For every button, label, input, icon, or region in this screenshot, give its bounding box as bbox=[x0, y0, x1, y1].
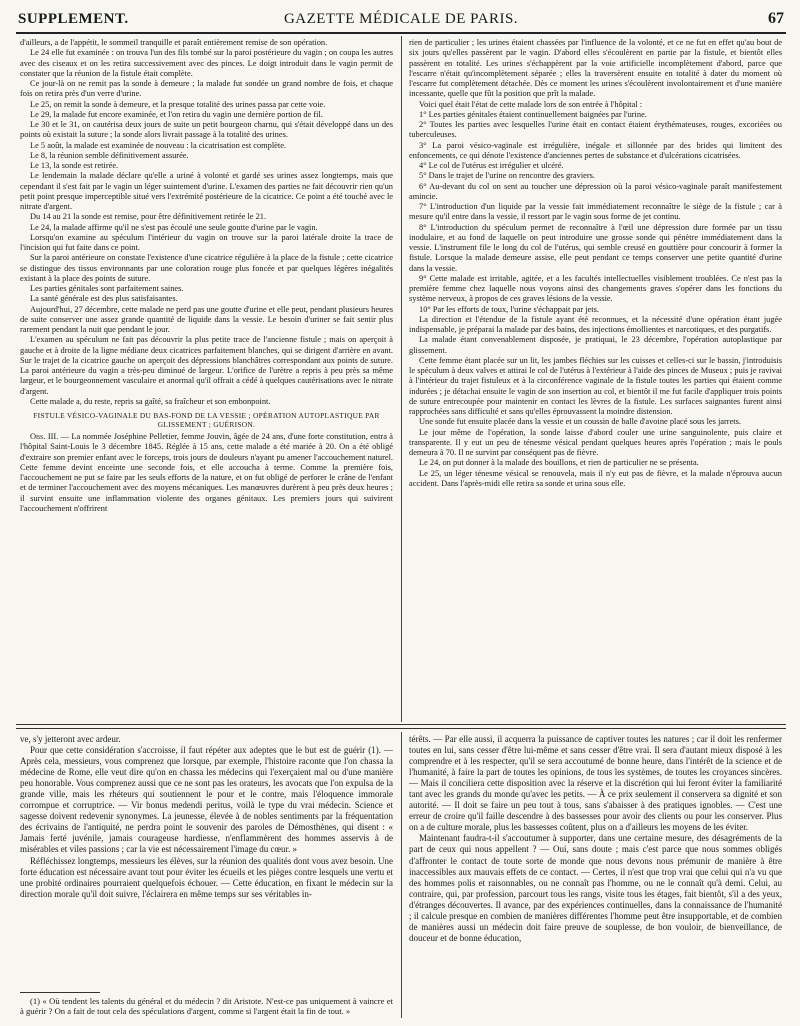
column-bottom-right bbox=[409, 734, 782, 1016]
paragraph: Le 29, la malade fut encore examinée, et l'on retira du vagin une dernière portion de fil. bbox=[30, 109, 323, 119]
paragraph: Réfléchissez longtemps, messieurs les élèves, sur la réunion des qualités dont vous avez besoin. Une forte éducation est nécessaire avant tout pour éviter les écueils et les pièges contre lesquels une vertu et une probité ordinaires pourraient quelquefois échouer. — Cette éducation, en fixant le médecin sur la direction morale qu'il doit suivre, l'éclairera en même temps sur ses véritables in- bbox=[20, 855, 393, 899]
paragraph: Le 13, la sonde est retirée. bbox=[30, 161, 119, 170]
footnote-rule bbox=[20, 992, 100, 993]
observation-paragraph bbox=[20, 432, 393, 514]
list-item: 10° Par les efforts de toux, l'urine s'échappait par jets. bbox=[419, 304, 599, 314]
paragraph: Cette femme étant placée sur un lit, les jambes fléchies sur les cuisses et celles-ci sur le bassin, j'introduisis le spéculum à deux valves et attirai le col de l'utérus à l'extérieur à l'aide des pinces de Museux ; puis je ravivai à l'intérieur du trajet fistuleux et à la circonférence vaginale de la fistule toutes les parties qui étaient comme indurées ; je détachai ensuite le vagin de son insertion au col, et bientôt il me fut facile d'appliquer trois points de suture entrecoupée pour maintenir en contact les lèvres de la fistule. Les surfaces saignantes furent ainsi rapprochées sans difficulté et sans qu'elles éprouvassent la moindre distension. bbox=[409, 355, 782, 416]
column-top-right bbox=[409, 38, 782, 720]
paragraph: La direction et l'étendue de la fistule ayant été reconnues, et la nécessité d'une opération étant jugée indispensable, je préparai la malade par des bains, des injections émollientes et narcotiques, et des purgatifs. bbox=[409, 314, 782, 334]
paragraph: Voici quel était l'état de cette malade lors de son entrée à l'hôpital : bbox=[419, 99, 643, 109]
list-item: 9° Cette malade est irritable, agitée, et a les facultés intellectuelles visiblement troublées. Ce n'est pas la première femme chez laquelle nous voyons ainsi des changements graves s'opérer dans les fonctions du système nerveux, à propos de ces graves lésions de la vessie. bbox=[409, 273, 782, 304]
paragraph: La santé générale est des plus satisfaisantes. bbox=[30, 294, 178, 304]
footnote-text: (1) « Où tendent les talents du général et du médecin ? dit Aristote. N'est-ce pas uniquement à vaincre et à guérir ? On a fait de tout cela des spéculations d'argent, comme si l'argent était la fin de tout. » bbox=[20, 996, 393, 1016]
paragraph: d'ailleurs, a de l'appétit, le sommeil tranquille et paraît entièrement remise de son opération. bbox=[20, 38, 328, 47]
paragraph: ve, s'y jetteront avec ardeur. bbox=[20, 734, 121, 744]
feuilleton-rule bbox=[16, 728, 786, 729]
column-bottom-left bbox=[20, 734, 393, 989]
paragraph: Le 30 et le 31, on cautérisa deux jours de suite un petit bourgeon charnu, qui s'était développé dans un des points où existait la suture ; la sonde alors livrait passage à la totalité des urines. bbox=[20, 120, 393, 140]
paragraph: térêts. — Par elle aussi, il acquerra la puissance de captiver toutes les natures ; car il doit les renfermer toutes en lui, sans cesser d'être lui-même et sans cesser d'être vrai. Il sera d'autant mieux disposé à les comprendre et à les respecter, qu'il se sera accoutumé de bonne heure, dans l'intérêt de la science et de l'humanité, à faire la part de toutes les opinions, de tous les systèmes, de toutes les croyances sincères. — Mais il conciliera cette disposition avec la réserve et la discrétion qui lui feront éviter la familiarité tant avec les grands du monde qu'avec les petits. — À ce prix seulement il conservera sa dignité et son autorité. — Il doit se faire un peu tout à tous, sans s'abaisser à des pratiques ignobles. — C'est une erreur de croire qu'il faille descendre à des bassesses pour avoir des clients ou pour les conserver. Plus on a de culture morale, plus les bassesses coûtent, plus on a d'ailleurs les moyens de les éviter. bbox=[409, 734, 782, 833]
list-item: 5° Dans le trajet de l'urine on rencontre des graviers. bbox=[419, 171, 596, 181]
paragraph: Du 14 au 21 la sonde est remise, pour être définitivement retirée le 21. bbox=[30, 212, 267, 222]
page-number: 67 bbox=[768, 10, 784, 27]
list-item: 2° Toutes les parties avec lesquelles l'urine était en contact étaient érythémateuses, rouges, excoriées ou tuberculeuses. bbox=[409, 120, 782, 140]
paragraph: Le 24 elle fut examinée : on trouva l'un des fils tombé sur la paroi postérieure du vagin ; on coupa les autres avec des ciseaux et on les retira successivement avec des pinces. Le doigt introduit dans le vagin permit de constater que la réunion de la fistule était complète. bbox=[20, 48, 393, 78]
list-item: 3° La paroi vésico-vaginale est irrégulière, inégale et sillonnée par des brides qui limitent des enfoncements, ce qui dénote l'existence d'anciennes pertes de substance et d'ulcérations cicatrisées. bbox=[409, 140, 782, 160]
observation-label: Obs. III. bbox=[30, 432, 59, 441]
page-header bbox=[16, 10, 786, 34]
paragraph: Une sonde fut ensuite placée dans la vessie et un coussin de balle d'avoine placé sous les jarrets. bbox=[419, 417, 741, 427]
paragraph: Les parties génitales sont parfaitement saines. bbox=[30, 284, 184, 293]
paragraph: Sur la paroi antérieure on constate l'existence d'une cicatrice régulière à la place de la fistule ; cette cicatrice se distingue des tissus environnants par une coloration rouge plus foncée et par quelques légères inégalités existant à la place des points de suture. bbox=[20, 253, 393, 283]
paragraph: L'examen au spéculum ne fait pas découvrir la plus petite trace de l'ancienne fistule ; mais on aperçoit à gauche et à droite de la ligne médiane deux cicatrices parfaitement blanches, qui se dirigent d'arrière en avant. Sur le trajet de la cicatrice gauche on aperçoit des dépressions blanchâtres correspondant aux points de suture. La paroi antérieure du vagin a très-peu diminué de largeur. L'orifice de l'urètre a repris à peu près sa même largeur, et le bourgeonnement vasculaire et anormal qu'il offrait a cédé à quelques cautérisations avec le nitrate d'argent. bbox=[20, 335, 393, 396]
paragraph: Aujourd'hui, 27 décembre, cette malade ne perd pas une goutte d'urine et elle peut, pendant plusieurs heures de suite conserver une assez grande quantité de liquide dans la vessie. Le besoin d'uriner se fait sentir plus rarement pendant la nuit que pendant le jour. bbox=[20, 304, 393, 334]
paragraph: Ce jour-là on ne remit pas la sonde à demeure ; la malade fut sondée un grand nombre de fois, et chaque fois on retira près d'un verre d'urine. bbox=[20, 79, 393, 99]
feuilleton-rule bbox=[16, 724, 786, 725]
paragraph: La malade étant convenablement disposée, je pratiquai, le 23 décembre, l'opération autoplastique par glissement. bbox=[409, 335, 782, 355]
paragraph: Le jour même de l'opération, la sonde laisse d'abord couler une urine sanguinolente, puis claire et transparente. Il y eut un peu de ténesme vésical pendant quelques heures après l'opération ; mais le pouls demeura à 70. Il ne survint par conséquent pas de fièvre. bbox=[409, 427, 782, 457]
paragraph: Le 25, un léger ténesme vésical se renouvela, mais il n'y eut pas de fièvre, et la malade n'éprouva aucun accident. Dans l'après-midi elle retira sa sonde et urina sous elle. bbox=[409, 468, 782, 488]
list-item: 7° L'introduction d'un liquide par la vessie fait immédiatement reconnaître le siège de la fistule ; car à mesure qu'il entre dans la vessie, il ressort par le vagin sous forme de jet continu. bbox=[409, 202, 782, 222]
list-item: 6° Au-devant du col on sent au toucher une dépression où la paroi vésico-vaginale paraît manifestement amincie. bbox=[409, 181, 782, 201]
column-divider bbox=[401, 732, 402, 1018]
paragraph: Maintenant faudra-t-il s'accoutumer à supporter, dans une certaine mesure, des désagréments de la part de ceux qui nous appellent ? — Oui, sans doute ; mais c'est parce que nous sommes obligés d'affronter le contact de toute sorte de monde que nous devons nous prémunir de manière à être inaccessibles aux mauvais effets de ce contact. — Certes, il n'est que trop vrai que celui qui n'a vu que des hommes polis et raisonnables, ou ne connaît pas l'homme, ou ne le connaît qu'à demi. Celui, au contraire, qui, par profession, parcourt tous les rangs, visite tous les étages, fait bientôt, s'il a des yeux, d'étranges découvertes. Il avance, par des expériences continuelles, dans la connaissance de l'humanité ; il calcule presque en combien de manières différentes l'homme peut être insupportable, et de combien de manières aussi un médecin doit faire preuve de souplesse, de bon vouloir, de bienveillance, de douceur et de bonne éducation, bbox=[409, 833, 782, 943]
list-item: 1° Les parties génitales étaient continuellement baignées par l'urine. bbox=[419, 109, 647, 119]
newspaper-page bbox=[16, 10, 786, 1018]
observation-text: — La nommée Joséphine Pelletier, femme Jouvin, âgée de 24 ans, d'une forte constitution, entra à l'hôpital Saint-Louis le 3 décembre 1845. Réglée à 15 ans, cette malade a été mariée à 20. On a été obligé d'extraire son premier enfant avec le forceps, trois jours de douleurs n'ayant pu amener l'accouchement naturel. Cette femme devint enceinte une seconde fois, et elle accoucha à terme. Comme la première fois, l'accouchement ne put se faire par les seuls efforts de la nature, et on fut obligé de perforer le crâne de l'enfant et de terminer l'accouchement avec des moyens mécaniques. Les manœuvres durèrent à peu près deux heures ; il survint ensuite une inflammation violente des organes génitaux. Les premiers jours qui suivirent l'accouchement n'offrirent bbox=[20, 432, 393, 513]
paragraph: rien de particulier ; les urines étaient chassées par l'influence de la volonté, et ce ne fut en effet qu'au bout de six jours qu'elles passèrent par le vagin. D'abord elles s'écoulèrent en partie par la fistule, et bientôt elles passèrent en totalité. Les urines s'échappèrent par la voie artificielle incomplètement d'abord, parce que l'escarre n'était qu'incomplètement séparée ; elles la traversèrent ensuite en totalité à dater du moment où l'escarre fut complètement détachée. Dès ce moment les urines s'écoulèrent involontairement et d'une manière incessante, quelle que fût la position que prît la malade. bbox=[409, 38, 782, 99]
paragraph: Cette malade a, du reste, repris sa gaîté, sa fraîcheur et son embonpoint. bbox=[30, 396, 271, 406]
paragraph: Le 8, la réunion semble définitivement assurée. bbox=[30, 150, 189, 160]
supplement-label: SUPPLEMENT. bbox=[18, 11, 129, 27]
paragraph: Le 24, la malade affirme qu'il ne s'est pas écoulé une seule goutte d'urine par le vagin. bbox=[30, 222, 318, 232]
list-item: 4° Le col de l'utérus est irrégulier et ulcéré. bbox=[419, 161, 564, 170]
paragraph: Le lendemain la malade déclare qu'elle a uriné à volonté et gardé ses urines assez longtemps, mais que cependant il s'est fait par le vagin un léger suintement d'urine. L'examen des parties ne fait découvrir rien qu'un petit point presque imperceptible situé vers l'extrémité postérieure de la cicatrice. Ce point a été touché avec le nitrate d'argent. bbox=[20, 171, 393, 211]
paragraph: Lorsqu'on examine au spéculum l'intérieur du vagin on trouve sur la paroi latérale droite la trace de l'incision qui fut faite dans ce point. bbox=[20, 232, 393, 252]
section-title: FISTULE VÉSICO-VAGINALE DU BAS-FOND DE LA VESSIE ; OPÉRATION AUTOPLASTIQUE PAR GLISSEMENT ; GUÉRISON. bbox=[33, 411, 380, 429]
column-divider bbox=[401, 36, 402, 722]
footnote bbox=[20, 996, 393, 1016]
list-item: 8° L'introduction du spéculum permet de reconnaître à l'œil une dépression dure formée par un tissu inodulaire, et au fond de laquelle on peut introduire une grosse sonde qui pénètre immédiatement dans la vessie. L'instrument file le long du col de l'utérus, qui semble creusé en gouttière pour concourir à former la fistule. Lorsque la malade demeure assise, elle peut pendant ce temps conserver une petite quantité d'urine dans la vessie. bbox=[409, 222, 782, 273]
paragraph: Le 5 août, la malade est examinée de nouveau : la cicatrisation est complète. bbox=[30, 140, 287, 150]
column-top-left bbox=[20, 38, 393, 720]
paragraph: Le 24, on put donner à la malade des bouillons, et rien de particulier ne se présenta. bbox=[419, 458, 699, 468]
paragraph: Pour que cette considération s'accroisse, il faut répéter aux adeptes que le but est de guérir (1). — Après cela, messieurs, vous comprenez que lorsque, par exemple, l'histoire raconte que l'on chassa la médecine de Rome, elle veut dire qu'on en chassa les médecins qui l'exerçaient mal ou d'une manière peu honorable. Vous comprenez aussi que ce ne sont pas les orateurs, les avocats que l'on expulsa de la grande ville, mais les rhéteurs qui soutiennent le pour et le contre, mais l'éloquence immorale corrompue et corruptrice. — Vir bonus medendi peritus, voilà le type du vrai médecin. Science et sagesse doivent redevenir synonymes. La jeunesse, élevée à de nobles sentiments par la fréquentation des écrivains de l'antiquité, ne perdra point le souvenir des paroles de Démosthènes, qui disent : « Jamais ferté juvénile, jamais courageuse hardiesse, n'enflammèrent des hommes asservis à de misérables et viles passions ; car la vie est nécessairement l'image du cœur. » bbox=[20, 745, 393, 855]
paragraph: Le 25, on remit la sonde à demeure, et la presque totalité des urines passa par cette voie. bbox=[30, 99, 326, 109]
journal-title: GAZETTE MÉDICALE DE PARIS. bbox=[283, 11, 519, 27]
